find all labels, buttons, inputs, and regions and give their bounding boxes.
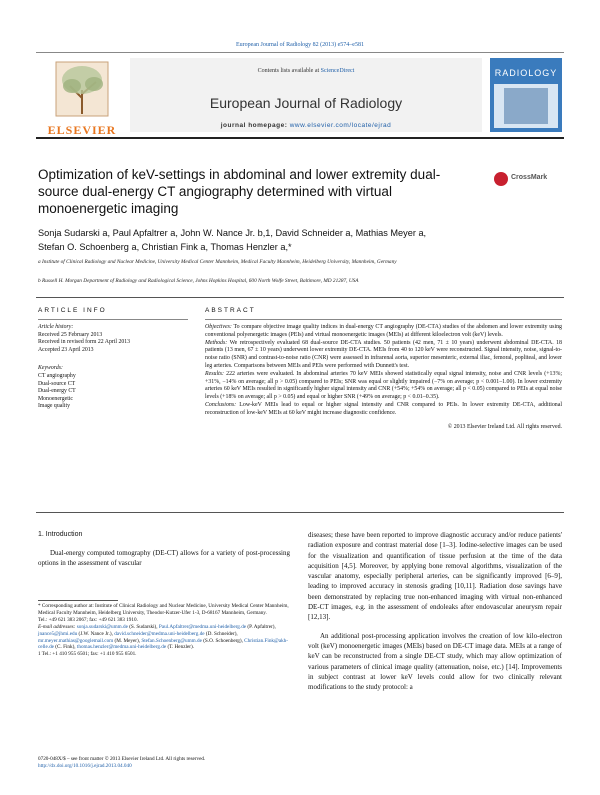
- affiliation-a: a Institute of Clinical Radiology and Nuclear Medicine, University Medical Center Mannheim, Medical Faculty Mannheim, Heidelberg University, Mannheim, Germany: [38, 259, 397, 265]
- conclusions-label: Conclusions:: [205, 401, 237, 408]
- abstract-methods: [205, 340, 562, 371]
- conclusions-text: Low-keV MEIs lead to equal or higher signal intensity and CNR compared to PEIs. In lower extremity DE-CTA, additional reconstruction of low-keV MEIs at 60 keV might increase diagnostic confidence.: [205, 401, 562, 416]
- objectives-label: Objectives:: [205, 324, 232, 330]
- divider: [36, 297, 564, 298]
- sciencedirect-link[interactable]: ScienceDirect: [320, 68, 355, 74]
- journal-citation[interactable]: European Journal of Radiology 82 (2013) e574–e581: [236, 42, 364, 48]
- doi-link[interactable]: http://dx.doi.org/10.1016/j.ejrad.2013.04.040: [38, 762, 132, 769]
- email-link[interactable]: jnance5@jhmi.edu: [38, 630, 78, 637]
- cover-title: RADIOLOGY: [494, 68, 558, 78]
- email-link[interactable]: Paul.Apfaltrer@medma.uni-heidelberg.de: [158, 623, 247, 630]
- email-link[interactable]: sonja.sudarski@umm.de: [76, 623, 128, 630]
- email-link[interactable]: thomas.henzler@medma.uni-heidelberg.de: [76, 644, 167, 651]
- history-label: Article history:: [38, 324, 74, 330]
- keyword: Dual-energy CT: [38, 388, 76, 395]
- intro-right-paragraph-2: An additional post-processing application involves the creation of low kilo-electron volt (keV) monoenergetic images (MEIs) based on DE-CT image data. MEIs at a range of keV can be reconstructed from a single DE-CT study, which may allow optimization of various parameters of clinical image quality (attenuation, noise, etc.) [14]. Improvements in subject contrast at lower keV levels could allow for two clinically relevant modifications to the study protocol: a: [308, 631, 562, 692]
- email-link[interactable]: Christian.Fink@akh-celle.de: [38, 637, 288, 651]
- abstract-objectives: [205, 324, 562, 340]
- front-matter: [38, 756, 290, 770]
- email-owner: (D. Schneider),: [205, 630, 238, 637]
- affiliation-b: b Russell H. Morgan Department of Radiology and Radiological Science, Johns Hopkins Hospital, 600 North Wolfe Street, Baltimore, MD 21287, USA: [38, 278, 359, 284]
- revised-date: Received in revised form 22 April 2013: [38, 339, 131, 346]
- email-owner: (P. Apfaltrer),: [247, 623, 276, 630]
- abstract-body: [205, 324, 562, 431]
- methods-label: Methods:: [205, 339, 228, 346]
- divider: [38, 319, 188, 320]
- header-rule: [36, 137, 564, 139]
- author-list: [38, 226, 558, 254]
- keywords-label: Keywords:: [38, 365, 63, 372]
- journal-title: European Journal of Radiology: [209, 95, 403, 111]
- keyword: Monoenergetic: [38, 395, 73, 402]
- received-date: Received 25 February 2013: [38, 331, 103, 338]
- footnotes: [38, 603, 290, 658]
- email-owner: (S.O. Schoenberg),: [203, 637, 243, 644]
- keyword: CT angiography: [38, 372, 76, 379]
- journal-homepage: [130, 122, 482, 129]
- email-label: E-mail addresses:: [38, 623, 76, 630]
- email-list: [38, 624, 290, 652]
- journal-cover: [490, 58, 562, 132]
- crossmark-badge[interactable]: [494, 172, 564, 188]
- results-text: 222 arteries were evaluated. In abdominal arteries 70 keV MEIs showed statistically equal signal intensity, noise and CNR levels (+13%; +31%, −14% on average; all p > 0.05) compared to PEIs; SNR was equal or slightly impaired (−7% on average; p < 0.001–1.00). In lower extremity arteries 60 keV MEIs resulted in significantly higher signal intensity and CNR (+54%; +54% on average; all p < 0.05) compared to PEIs at equal noise levels (+18% on average; all p > 0.05) and equal or higher SNR (+49% on average; p < 0.01–0.35).: [205, 370, 562, 401]
- accepted-date: Accepted 23 April 2013: [38, 346, 94, 353]
- elsevier-tree-logo: [38, 60, 126, 130]
- abstract-copyright: © 2013 Elsevier Ireland Ltd. All rights reserved.: [447, 423, 562, 430]
- divider: [205, 319, 562, 320]
- authors-line-2: Stefan O. Schoenberg a, Christian Fink a, Thomas Henzler a,*: [38, 242, 292, 252]
- abstract-heading: ABSTRACT: [205, 307, 256, 314]
- cover-image: [504, 88, 548, 124]
- intro-right-paragraph-1: diseases; these have been reported to improve diagnostic accuracy and/or reduce patients' radiation exposure and contrast material dose [1–3]. Iodine-selective images can be used for the visualization and quantification of tissue perfusion at the time of the data acquisition [4,5]. Moreover, by applying bone removal algorithms, visualization of the vascular anatomy, especially peripheral arteries, can be significantly improved [6–9], leading to improved accuracy in stenosis grading [10,11]. Radiation dose savings have been demonstrated by replacing true non-enhanced imaging with virtual non-enhanced DE-CT images, e.g. in the assessment of endoleaks after endovascular aneurysm repair [12,13].: [308, 531, 562, 622]
- email-link[interactable]: Stefan.Schoenberg@umm.de: [141, 637, 202, 644]
- abstract-conclusions: [205, 402, 562, 418]
- homepage-link[interactable]: www.elsevier.com/locate/ejrad: [289, 122, 392, 129]
- introduction-heading: 1. Introduction: [38, 531, 83, 538]
- issn-line: 0720-048X/$ – see front matter © 2013 Elsevier Ireland Ltd. All rights reserved.: [38, 756, 206, 762]
- divider: [36, 512, 564, 513]
- secondary-telephone: 1 Tel.: +1 410 955 6501; fax: +1 410 955 6501.: [38, 651, 137, 658]
- authors-line-1: Sonja Sudarski a, Paul Apfaltrer a, John W. Nance Jr. b,1, David Schneider a, Mathias Meyer a,: [38, 228, 427, 238]
- divider: [36, 52, 564, 53]
- article-title: Optimization of keV-settings in abdominal and lower extremity dual-source dual-energy CT angiography determined with virtual monoenergetic imaging: [38, 167, 441, 216]
- corresponding-author-note: * Corresponding author at: Institute of Clinical Radiology and Nuclear Medicine, University Medical Center Mannheim, Medical Faculty Mannheim, Heidelberg University, Theodor-Kutzer-Ufer 1-3, D-68167 Mannheim, Germany.: [38, 603, 289, 616]
- footnote-rule: [38, 600, 118, 601]
- crossmark-icon: [494, 172, 508, 186]
- results-label: Results:: [205, 370, 224, 377]
- intro-right-column: [308, 530, 562, 692]
- email-link[interactable]: david.schneider@medma.uni-heidelberg.de: [114, 630, 205, 637]
- email-owner: (J.W. Nance Jr.),: [78, 630, 113, 637]
- keyword: Image quality: [38, 403, 71, 410]
- email-owner: (C. Fink),: [55, 644, 76, 651]
- keyword: Dual-source CT: [38, 380, 76, 387]
- article-info: [38, 324, 188, 411]
- homepage-prefix: journal homepage:: [220, 122, 290, 129]
- email-owner: (S. Sudarski),: [129, 623, 158, 630]
- email-link[interactable]: mr.meyer.mathias@googlemail.com: [38, 637, 114, 644]
- email-owner: (T. Henzler).: [167, 644, 194, 651]
- contents-prefix: Contents lists available at: [257, 68, 321, 74]
- publisher-logo-text: ELSEVIER: [47, 123, 117, 137]
- article-info-heading: ARTICLE INFO: [38, 307, 107, 314]
- abstract-results: [205, 371, 562, 402]
- methods-text: We retrospectively evaluated 68 dual-source DE-CTA studies. 50 patients (42 men, 71 ± 10 years) underwent abdominal DE-CTA. 18 patients (13 men, 67 ± 10 years) underwent lower extremity DE-CTA. MEIs from 40 to 120 keV were reconstructed. Signal intensity, noise, signal-to-noise ratio (SNR) and contrast-to-noise ratio (CNR) were assessed in infrarenal aorta, superior mesenteric, external iliac, femoral, popliteal, and lower leg arteries. Comparisons between MEIs and PEIs were performed with Dunnett's test.: [205, 339, 562, 369]
- objectives-text: To compare objective image quality indices in dual-energy CT angiography (DE-CTA) studies of the abdomen and lower extremity using conventional polyenergetic images (PEIs) and virtual monoenergetic images (MEIs) at different kiloelectron volt (keV) levels.: [205, 324, 562, 338]
- contact-telephone: Tel.: +49 621 383 2067; fax: +49 621 383 1910.: [38, 616, 138, 623]
- intro-left-paragraph: Dual-energy computed tomography (DE-CT) allows for a variety of post-processing options in the assessment of vascular: [38, 549, 290, 568]
- crossmark-label: CrossMark: [511, 174, 548, 181]
- contents-line: [130, 68, 482, 74]
- email-owner: (M. Meyer),: [114, 637, 141, 644]
